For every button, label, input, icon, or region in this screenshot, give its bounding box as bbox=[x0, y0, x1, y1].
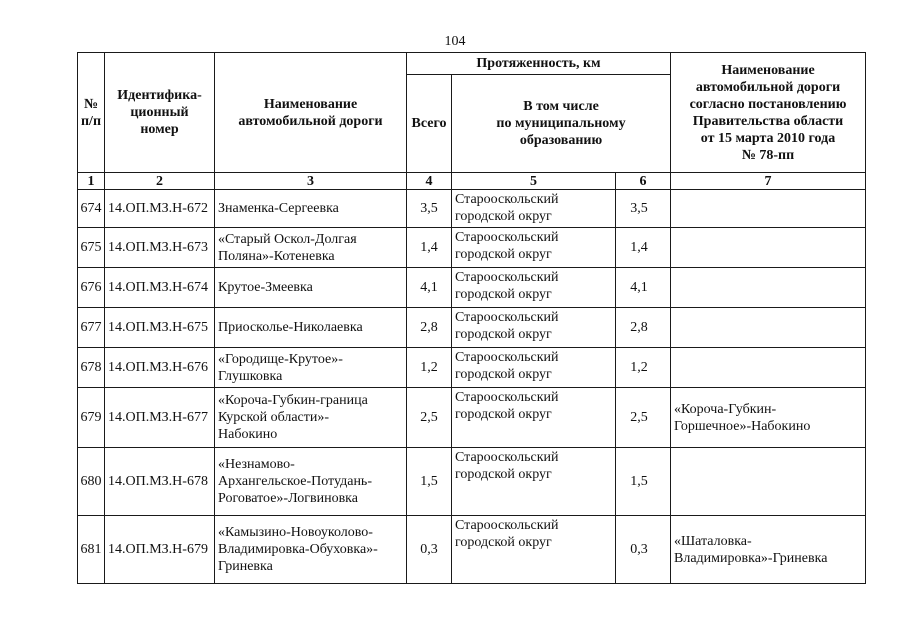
identifier-cell: 14.ОП.МЗ.Н-674 bbox=[105, 268, 215, 308]
municipality-cell: Старооскольский городской округ bbox=[452, 448, 616, 516]
municipality-cell: Старооскольский городской округ bbox=[452, 190, 616, 228]
total-length-cell: 1,4 bbox=[407, 228, 452, 268]
old-name-cell bbox=[671, 228, 866, 268]
municipality-cell: Старооскольский городской округ bbox=[452, 516, 616, 584]
total-length-cell: 4,1 bbox=[407, 268, 452, 308]
identifier-cell: 14.ОП.МЗ.Н-677 bbox=[105, 388, 215, 448]
header-length-group: Протяженность, км bbox=[407, 53, 671, 75]
road-name-cell: Приосколье-Николаевка bbox=[215, 308, 407, 348]
table-row bbox=[78, 308, 866, 348]
old-name-cell bbox=[671, 190, 866, 228]
municipality-length-cell: 1,2 bbox=[616, 348, 671, 388]
row-number-cell: 680 bbox=[78, 448, 105, 516]
old-name-cell bbox=[671, 308, 866, 348]
municipality-length-cell: 0,3 bbox=[616, 516, 671, 584]
municipality-cell: Старооскольский городской округ bbox=[452, 388, 616, 448]
row-number-cell: 674 bbox=[78, 190, 105, 228]
table-row bbox=[78, 228, 866, 268]
identifier-cell: 14.ОП.МЗ.Н-678 bbox=[105, 448, 215, 516]
identifier-cell: 14.ОП.МЗ.Н-673 bbox=[105, 228, 215, 268]
table-row bbox=[78, 388, 866, 448]
total-length-cell: 3,5 bbox=[407, 190, 452, 228]
row-number-cell: 678 bbox=[78, 348, 105, 388]
row-number-cell: 676 bbox=[78, 268, 105, 308]
municipality-length-cell: 1,5 bbox=[616, 448, 671, 516]
road-name-cell: Крутое-Змеевка bbox=[215, 268, 407, 308]
municipality-length-cell: 2,8 bbox=[616, 308, 671, 348]
header-col-number: 3 bbox=[215, 173, 407, 190]
row-number-cell: 681 bbox=[78, 516, 105, 584]
identifier-cell: 14.ОП.МЗ.Н-672 bbox=[105, 190, 215, 228]
table-row bbox=[78, 268, 866, 308]
municipality-length-cell: 1,4 bbox=[616, 228, 671, 268]
municipality-cell: Старооскольский городской округ bbox=[452, 268, 616, 308]
old-name-cell bbox=[671, 448, 866, 516]
municipality-cell: Старооскольский городской округ bbox=[452, 348, 616, 388]
old-name-cell bbox=[671, 348, 866, 388]
old-name-cell bbox=[671, 268, 866, 308]
total-length-cell: 2,5 bbox=[407, 388, 452, 448]
header-row-number: № п/п bbox=[78, 53, 105, 173]
total-length-cell: 0,3 bbox=[407, 516, 452, 584]
row-number-cell: 679 bbox=[78, 388, 105, 448]
table-row bbox=[78, 348, 866, 388]
road-name-cell: «Городище-Крутое»- Глушковка bbox=[215, 348, 407, 388]
header-road-name: Наименование автомобильной дороги bbox=[215, 53, 407, 173]
header-old-name: Наименование автомобильной дороги согласно постановлению Правительства области от 15 марта 2010 года № 78-пп bbox=[671, 53, 866, 173]
page-number: 104 bbox=[444, 34, 466, 49]
road-name-cell: «Старый Оскол-Долгая Поляна»-Котеневка bbox=[215, 228, 407, 268]
header-col-number: 7 bbox=[671, 173, 866, 190]
row-number-cell: 677 bbox=[78, 308, 105, 348]
table-row bbox=[78, 448, 866, 516]
identifier-cell: 14.ОП.МЗ.Н-675 bbox=[105, 308, 215, 348]
identifier-cell: 14.ОП.МЗ.Н-679 bbox=[105, 516, 215, 584]
row-number-cell: 675 bbox=[78, 228, 105, 268]
municipality-cell: Старооскольский городской округ bbox=[452, 308, 616, 348]
road-name-cell: «Камызино-Новоуколово- Владимировка-Обуховка»- Гриневка bbox=[215, 516, 407, 584]
roads-table bbox=[77, 52, 866, 584]
total-length-cell: 1,2 bbox=[407, 348, 452, 388]
header-col-number: 4 bbox=[407, 173, 452, 190]
header-col-number: 6 bbox=[616, 173, 671, 190]
road-name-cell: «Незнамово- Архангельское-Потудань- Роговатое»-Логвиновка bbox=[215, 448, 407, 516]
header-col-number: 2 bbox=[105, 173, 215, 190]
table-row bbox=[78, 190, 866, 228]
municipality-length-cell: 3,5 bbox=[616, 190, 671, 228]
old-name-cell: «Короча-Губкин- Горшечное»-Набокино bbox=[671, 388, 866, 448]
header-identifier: Идентифика- ционный номер bbox=[105, 53, 215, 173]
header-col-number: 5 bbox=[452, 173, 616, 190]
total-length-cell: 2,8 bbox=[407, 308, 452, 348]
road-name-cell: «Короча-Губкин-граница Курской области»- Набокино bbox=[215, 388, 407, 448]
identifier-cell: 14.ОП.МЗ.Н-676 bbox=[105, 348, 215, 388]
total-length-cell: 1,5 bbox=[407, 448, 452, 516]
municipality-length-cell: 2,5 bbox=[616, 388, 671, 448]
header-by-municipality: В том числе по муниципальному образованию bbox=[452, 75, 671, 173]
road-name-cell: Знаменка-Сергеевка bbox=[215, 190, 407, 228]
header-total: Всего bbox=[407, 75, 452, 173]
municipality-cell: Старооскольский городской округ bbox=[452, 228, 616, 268]
old-name-cell: «Шаталовка- Владимировка»-Гриневка bbox=[671, 516, 866, 584]
municipality-length-cell: 4,1 bbox=[616, 268, 671, 308]
table-row bbox=[78, 516, 866, 584]
header-col-number: 1 bbox=[78, 173, 105, 190]
